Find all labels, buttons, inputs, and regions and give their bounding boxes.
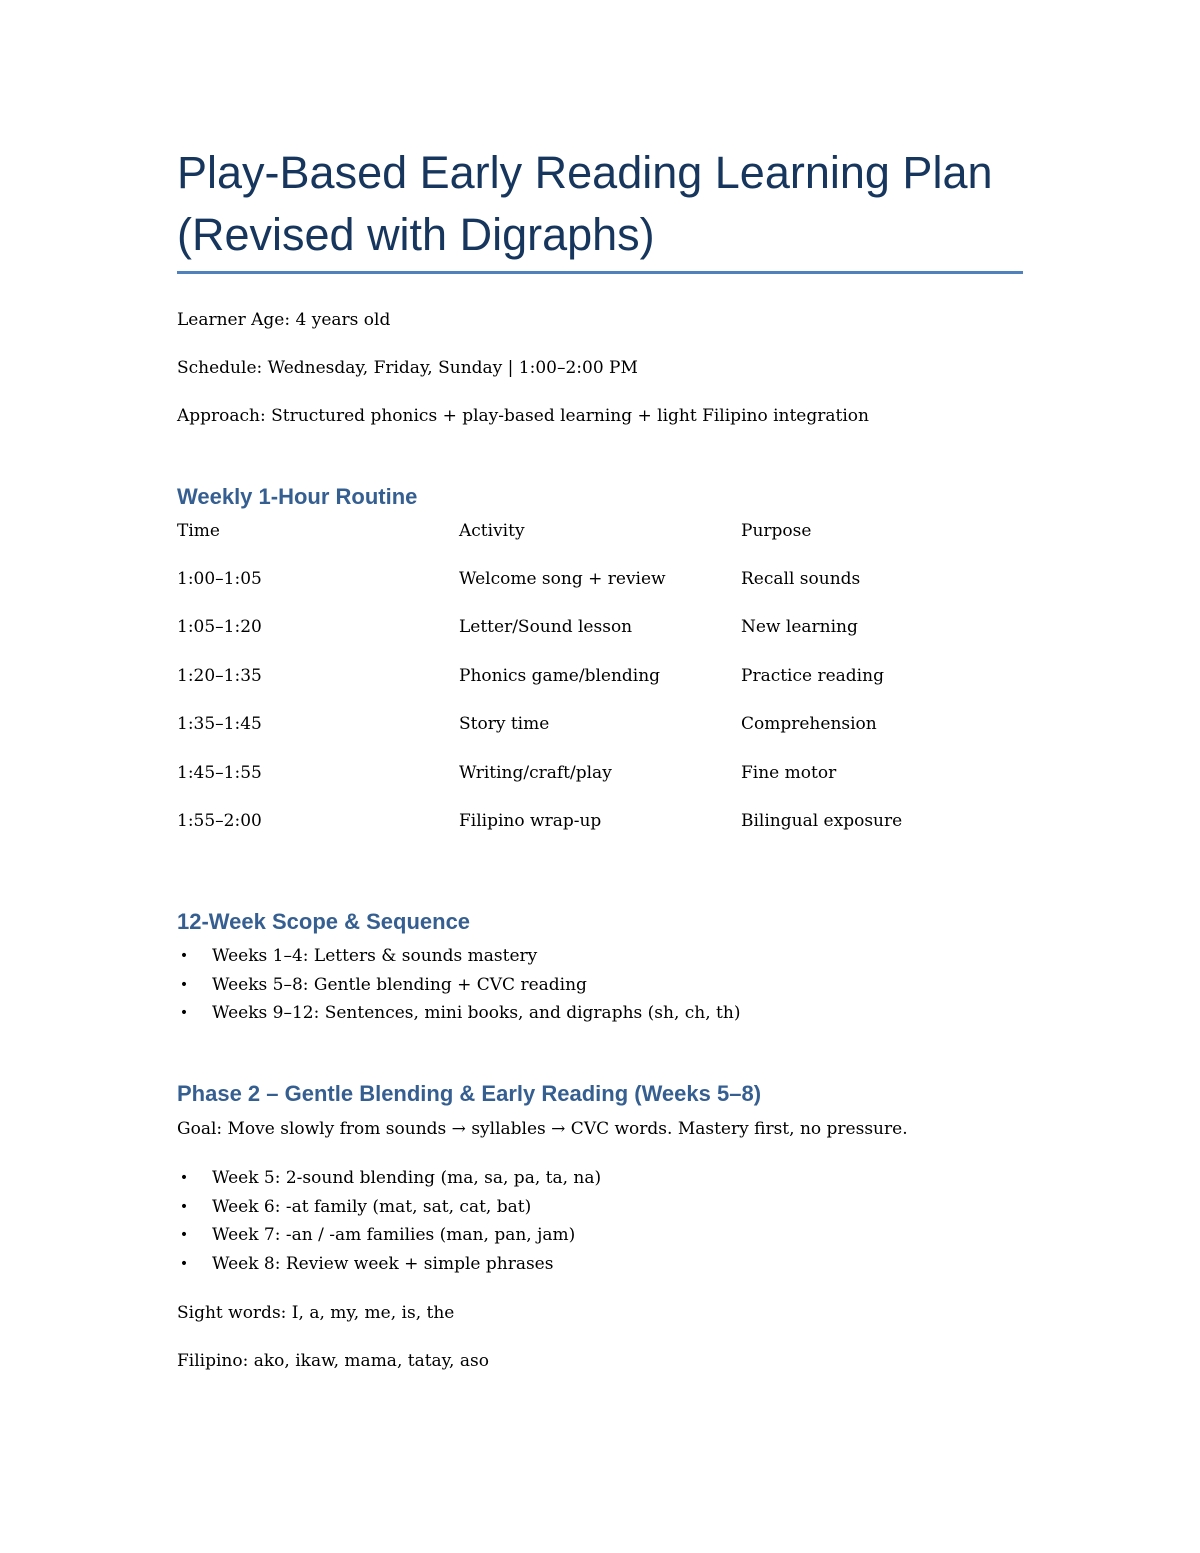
activity-cell: Welcome song + review bbox=[459, 569, 666, 589]
learner-age-line: Learner Age: 4 years old bbox=[177, 310, 391, 330]
purpose-cell: Fine motor bbox=[741, 763, 837, 783]
list-item-text: Weeks 1–4: Letters & sounds mastery bbox=[212, 946, 538, 966]
list-item-text: Weeks 5–8: Gentle blending + CVC reading bbox=[212, 974, 587, 995]
title-line-1: Play-Based Early Reading Learning Plan bbox=[177, 147, 993, 198]
phase2-goal: Goal: Move slowly from sounds → syllables → CVC words. Mastery first, no pressure. bbox=[177, 1119, 908, 1139]
time-cell: 1:35–1:45 bbox=[177, 714, 262, 734]
purpose-cell: New learning bbox=[741, 617, 858, 637]
title-line-2: (Revised with Digraphs) bbox=[177, 209, 655, 260]
scope-heading: 12-Week Scope & Sequence bbox=[177, 909, 471, 934]
activity-cell: Filipino wrap-up bbox=[459, 811, 602, 831]
activity-cell: Phonics game/blending bbox=[459, 666, 661, 686]
activity-cell: Writing/craft/play bbox=[459, 763, 612, 783]
time-cell: 1:00–1:05 bbox=[177, 569, 262, 589]
phase2-heading: Phase 2 – Gentle Blending & Early Reading (Weeks 5–8) bbox=[177, 1081, 762, 1106]
purpose-cell: Bilingual exposure bbox=[741, 811, 903, 831]
column-header-purpose: Purpose bbox=[741, 521, 812, 541]
list-item-text: Weeks 9–12: Sentences, mini books, and digraphs (sh, ch, th) bbox=[212, 1003, 741, 1024]
purpose-cell: Comprehension bbox=[741, 714, 877, 734]
bullet-icon: • bbox=[179, 1198, 189, 1215]
time-cell: 1:55–2:00 bbox=[177, 811, 262, 831]
table-row bbox=[177, 711, 1023, 737]
bullet-icon: • bbox=[179, 1170, 189, 1186]
list-item-text: Week 7: -an / -am families (man, pan, jam) bbox=[212, 1225, 576, 1246]
list-item-text: Week 5: 2-sound blending (ma, sa, pa, ta, na) bbox=[212, 1168, 602, 1188]
column-header-time: Time bbox=[177, 521, 220, 541]
bullet-icon: • bbox=[179, 1256, 189, 1273]
title-underline bbox=[177, 271, 1023, 274]
column-header-activity: Activity bbox=[459, 521, 525, 541]
schedule-line: Schedule: Wednesday, Friday, Sunday | 1:00–2:00 PM bbox=[177, 358, 638, 378]
time-cell: 1:45–1:55 bbox=[177, 763, 262, 783]
bullet-icon: • bbox=[179, 976, 189, 993]
filipino-words-line: Filipino: ako, ikaw, mama, tatay, aso bbox=[177, 1351, 489, 1371]
bullet-icon: • bbox=[179, 1227, 189, 1244]
table-row bbox=[177, 760, 1023, 786]
table-row bbox=[177, 566, 1023, 592]
bullet-icon: • bbox=[179, 948, 189, 964]
list-item-text: Week 8: Review week + simple phrases bbox=[212, 1254, 554, 1275]
purpose-cell: Practice reading bbox=[741, 666, 884, 686]
table-row bbox=[177, 663, 1023, 689]
list-item-text: Week 6: -at family (mat, sat, cat, bat) bbox=[212, 1196, 532, 1217]
table-row bbox=[177, 808, 1023, 834]
purpose-cell: Recall sounds bbox=[741, 569, 861, 589]
time-cell: 1:20–1:35 bbox=[177, 666, 262, 686]
document-title bbox=[177, 142, 1023, 266]
routine-header-row bbox=[177, 518, 1023, 544]
bullet-icon: • bbox=[179, 1005, 189, 1022]
time-cell: 1:05–1:20 bbox=[177, 617, 262, 637]
routine-heading: Weekly 1-Hour Routine bbox=[177, 484, 418, 509]
activity-cell: Letter/Sound lesson bbox=[459, 617, 633, 637]
table-row bbox=[177, 614, 1023, 640]
sight-words-line: Sight words: I, a, my, me, is, the bbox=[177, 1303, 455, 1323]
activity-cell: Story time bbox=[459, 714, 550, 734]
approach-line: Approach: Structured phonics + play-based learning + light Filipino integration bbox=[177, 406, 869, 426]
